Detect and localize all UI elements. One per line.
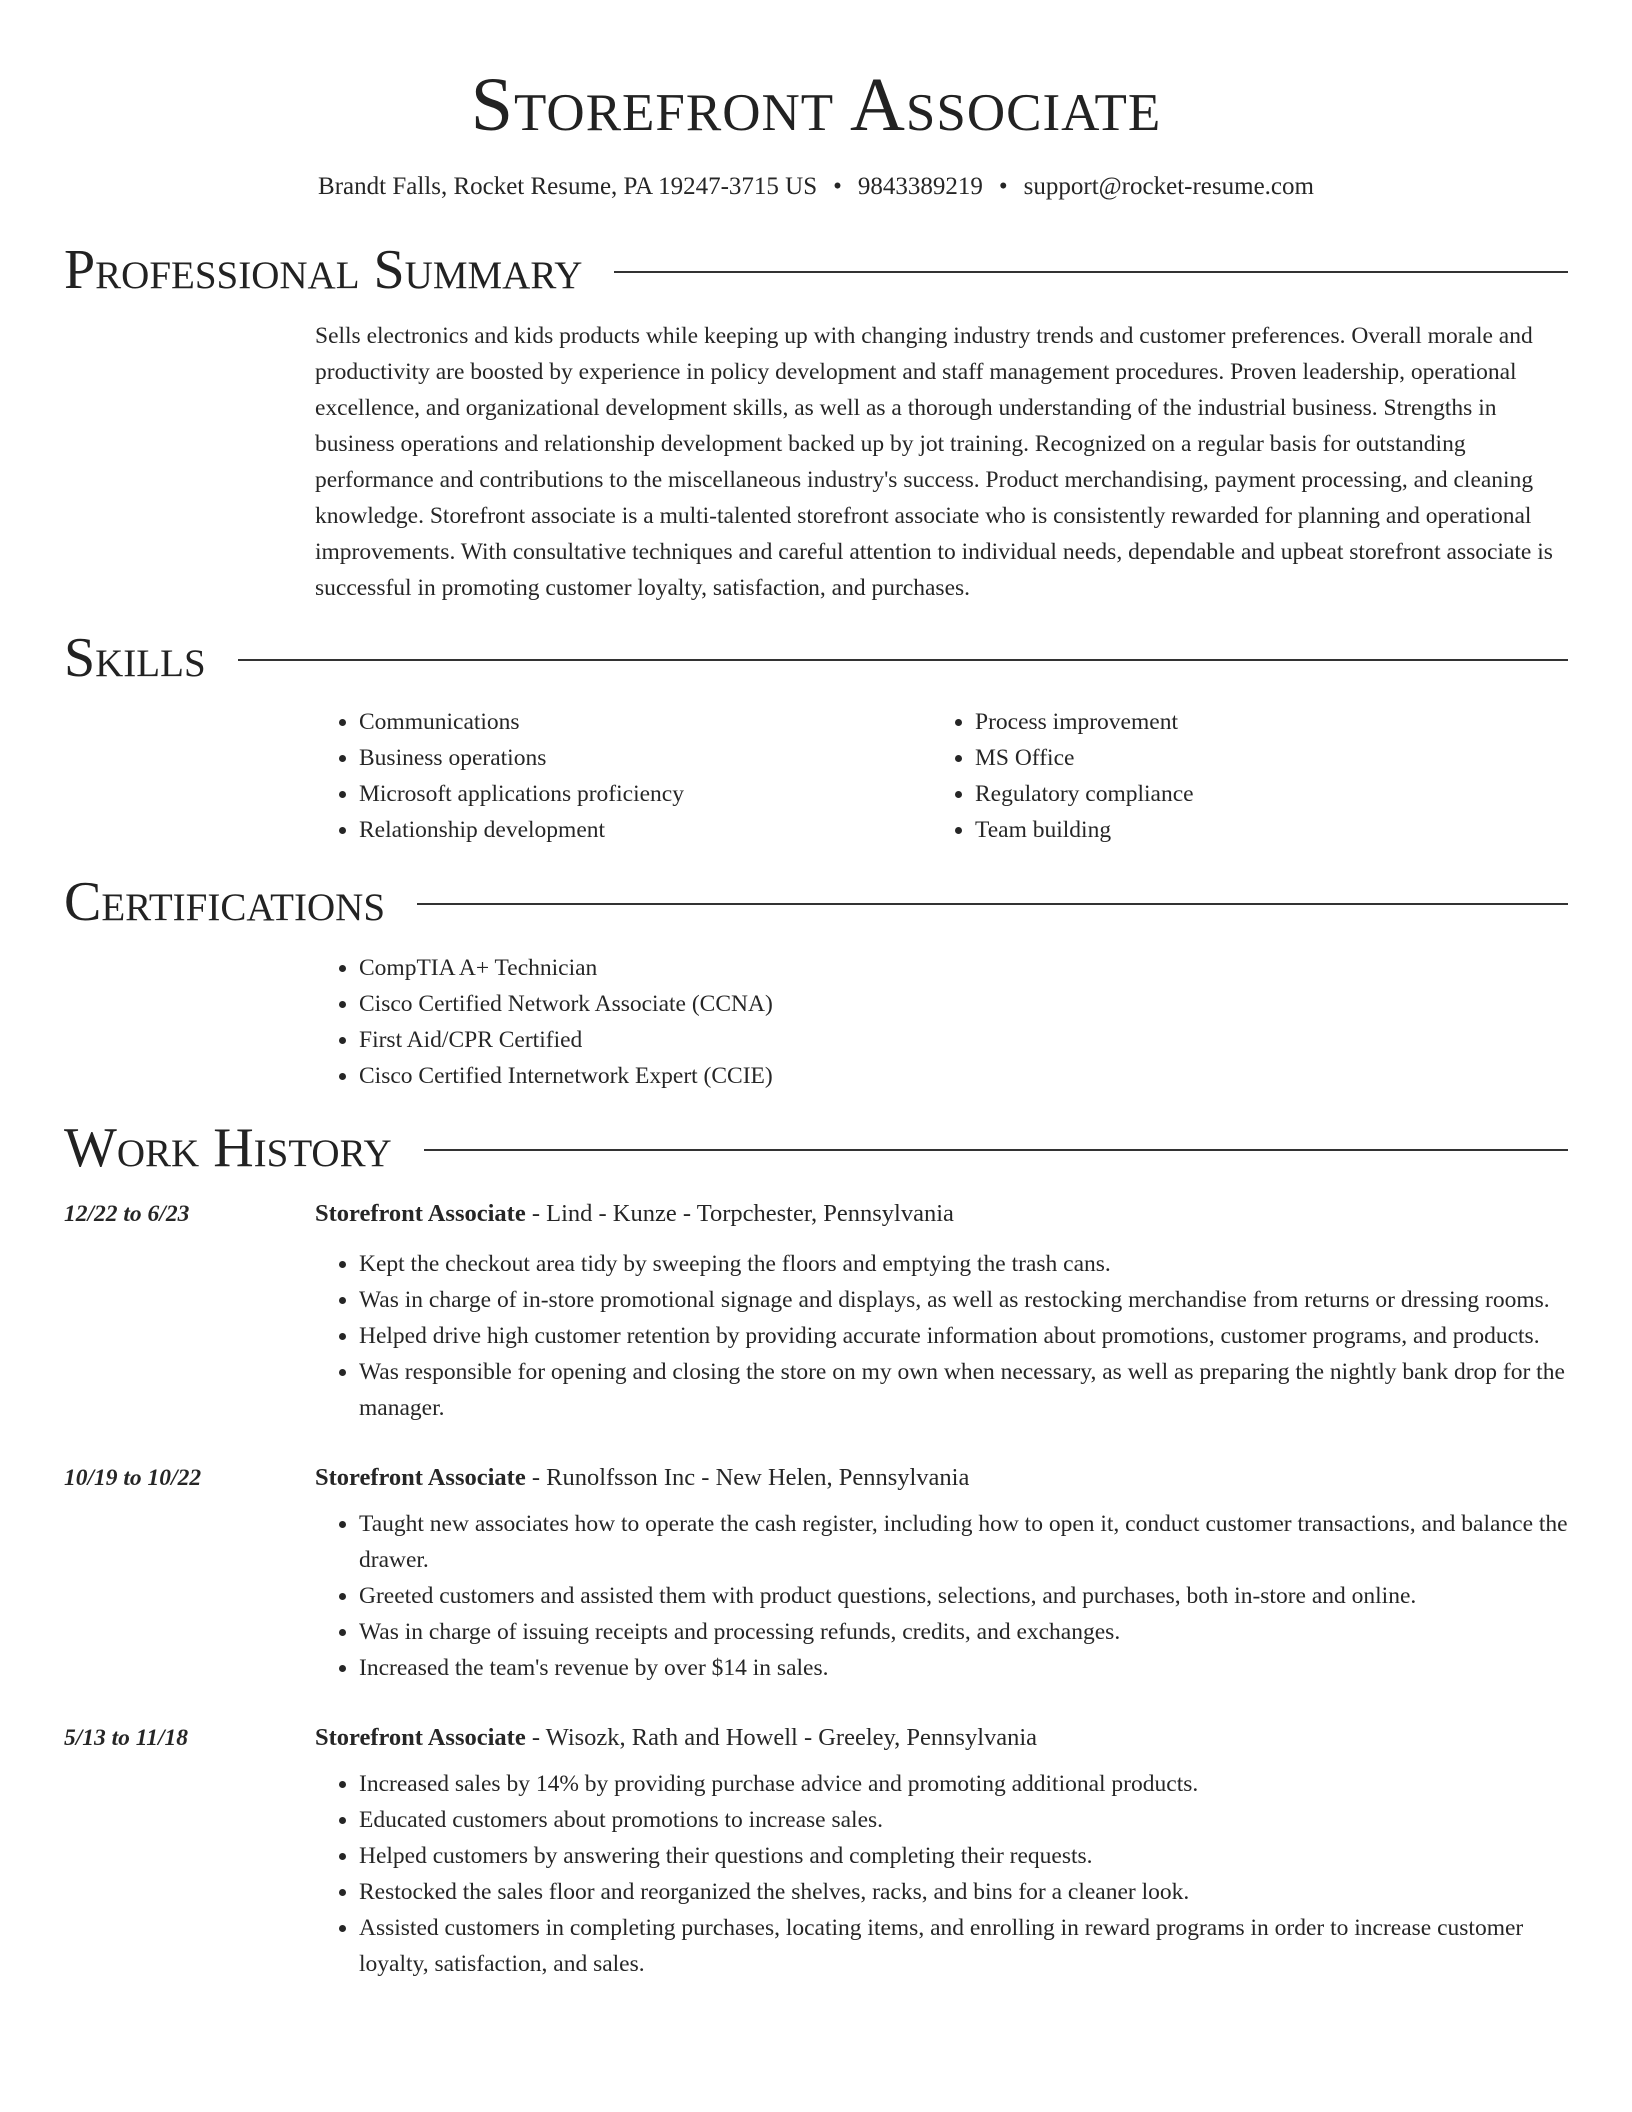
skills-list-right <box>931 704 1547 848</box>
certifications-title: Certifications <box>64 871 386 933</box>
job-bullet: • Assisted customers in completing purchases, locating items, and enrolling in reward programs in order to increase customer loyalty, satisfaction, and sales. <box>359 1910 1568 1982</box>
summary-section <box>64 232 1568 606</box>
certification-item: • First Aid/CPR Certified <box>359 1022 1568 1058</box>
skill-item: • Regulatory compliance <box>975 776 1547 812</box>
contact-separator: • <box>998 173 1008 200</box>
job-bullet: • Taught new associates how to operate the cash register, including how to open it, conduct customer transactions, and balance the drawer. <box>359 1506 1568 1578</box>
job-entry <box>64 1196 1568 1426</box>
job-title-line <box>315 1720 1568 1756</box>
contact-line <box>64 170 1568 204</box>
section-divider <box>417 903 1568 905</box>
job-bullets <box>315 1766 1568 1982</box>
job-title: Storefront Associate <box>315 1464 526 1491</box>
certification-item: • CompTIA A+ Technician <box>359 950 1568 986</box>
skills-list-left <box>315 704 931 848</box>
job-bullet: • Helped drive high customer retention by providing accurate information about promotions, customer programs, and products. <box>359 1318 1568 1354</box>
job-bullets <box>315 1246 1568 1426</box>
certifications-heading <box>64 864 1568 940</box>
contact-separator: • <box>833 173 842 200</box>
job-entry <box>64 1460 1568 1686</box>
skills-grid <box>315 704 1568 848</box>
job-title-line <box>315 1196 1568 1232</box>
section-divider <box>424 1149 1568 1151</box>
summary-text: Sells electronics and kids products while keeping up with changing industry trends and customer preferences. Overall morale and productivity are boosted by experience in policy development and staff management procedures. Proven leadership, operational excellence, and organizational development skills, as well as a thorough understanding of the industrial business. Strengths in business operations and relationship development backed up by jot training. Recognized on a regular basis for outstanding performance and contributions to the miscellaneous industry's success. Product merchandising, payment processing, and cleaning knowledge. Storefront associate is a multi-talented storefront associate who is consistently rewarded for planning and operational improvements. With consultative techniques and careful attention to individual needs, dependable and upbeat storefront associate is successful in promoting customer loyalty, satisfaction, and purchases. <box>315 323 1553 601</box>
job-bullet: • Greeted customers and assisted them with product questions, selections, and purchases, both in-store and online. <box>359 1578 1568 1614</box>
job-bullets <box>315 1506 1568 1686</box>
job-dates: 10/19 to 10/22 <box>64 1465 202 1491</box>
job-bullet: • Was in charge of in-store promotional signage and displays, as well as restocking merchandise from returns or dressing rooms. <box>359 1282 1568 1318</box>
certifications-body <box>315 950 1568 1094</box>
work-section <box>64 1110 1568 1982</box>
certification-item: • Cisco Certified Network Associate (CCNA) <box>359 986 1568 1022</box>
job-dates: 5/13 to 11/18 <box>64 1725 189 1751</box>
summary-heading <box>64 232 1568 308</box>
job-bullet: • Increased sales by 14% by providing purchase advice and promoting additional products. <box>359 1766 1568 1802</box>
job-dates: 12/22 to 6/23 <box>64 1201 190 1227</box>
certifications-section <box>64 864 1568 1094</box>
job-bullet: • Kept the checkout area tidy by sweeping the floors and emptying the trash cans. <box>359 1246 1568 1282</box>
skills-title: Skills <box>64 627 206 689</box>
job-main <box>315 1196 1568 1426</box>
certification-item: • Cisco Certified Internetwork Expert (CCIE) <box>359 1058 1568 1094</box>
job-details: - Wisozk, Rath and Howell - Greeley, Pennsylvania <box>525 1724 1038 1751</box>
job-bullet: • Educated customers about promotions to increase sales. <box>359 1802 1568 1838</box>
contact-phone: 9843389219 <box>857 173 983 200</box>
skill-item: • MS Office <box>975 740 1547 776</box>
contact-address: Brandt Falls, Rocket Resume, PA 19247-3715 US <box>318 173 818 200</box>
job-details: - Runolfsson Inc - New Helen, Pennsylvania <box>525 1464 970 1491</box>
job-bullet: • Was in charge of issuing receipts and processing refunds, credits, and exchanges. <box>359 1614 1568 1650</box>
job-title-line <box>315 1460 1568 1496</box>
summary-body <box>315 318 1568 606</box>
skills-heading <box>64 620 1568 696</box>
job-bullet: • Restocked the sales floor and reorganized the shelves, racks, and bins for a cleaner look. <box>359 1874 1568 1910</box>
skills-column-left <box>315 704 931 848</box>
skills-column-right <box>931 704 1547 848</box>
job-details: - Lind - Kunze - Torpchester, Pennsylvania <box>525 1200 954 1227</box>
section-divider <box>238 659 1568 661</box>
skill-item: • Process improvement <box>975 704 1547 740</box>
work-heading <box>64 1110 1568 1186</box>
skill-item: • Team building <box>975 812 1547 848</box>
job-bullet: • Was responsible for opening and closing the store on my own when necessary, as well as preparing the nightly bank drop for the manager. <box>359 1354 1568 1426</box>
job-title: Storefront Associate <box>315 1200 526 1227</box>
skills-section <box>64 620 1568 848</box>
certifications-list <box>315 950 1568 1094</box>
skill-item: • Relationship development <box>359 812 931 848</box>
contact-email: support@rocket-resume.com <box>1023 173 1314 200</box>
job-main <box>315 1460 1568 1686</box>
skill-item: • Business operations <box>359 740 931 776</box>
resume-name: Storefront Associate <box>470 63 1162 147</box>
job-entry <box>64 1720 1568 1982</box>
job-main <box>315 1720 1568 1982</box>
summary-title: Professional Summary <box>64 239 583 301</box>
job-bullet: • Increased the team's revenue by over $14 in sales. <box>359 1650 1568 1686</box>
skill-item: • Microsoft applications proficiency <box>359 776 931 812</box>
skill-item: • Communications <box>359 704 931 740</box>
work-title: Work History <box>64 1117 392 1179</box>
section-divider <box>614 271 1568 273</box>
job-bullet: • Helped customers by answering their questions and completing their requests. <box>359 1838 1568 1874</box>
job-title: Storefront Associate <box>315 1724 526 1751</box>
